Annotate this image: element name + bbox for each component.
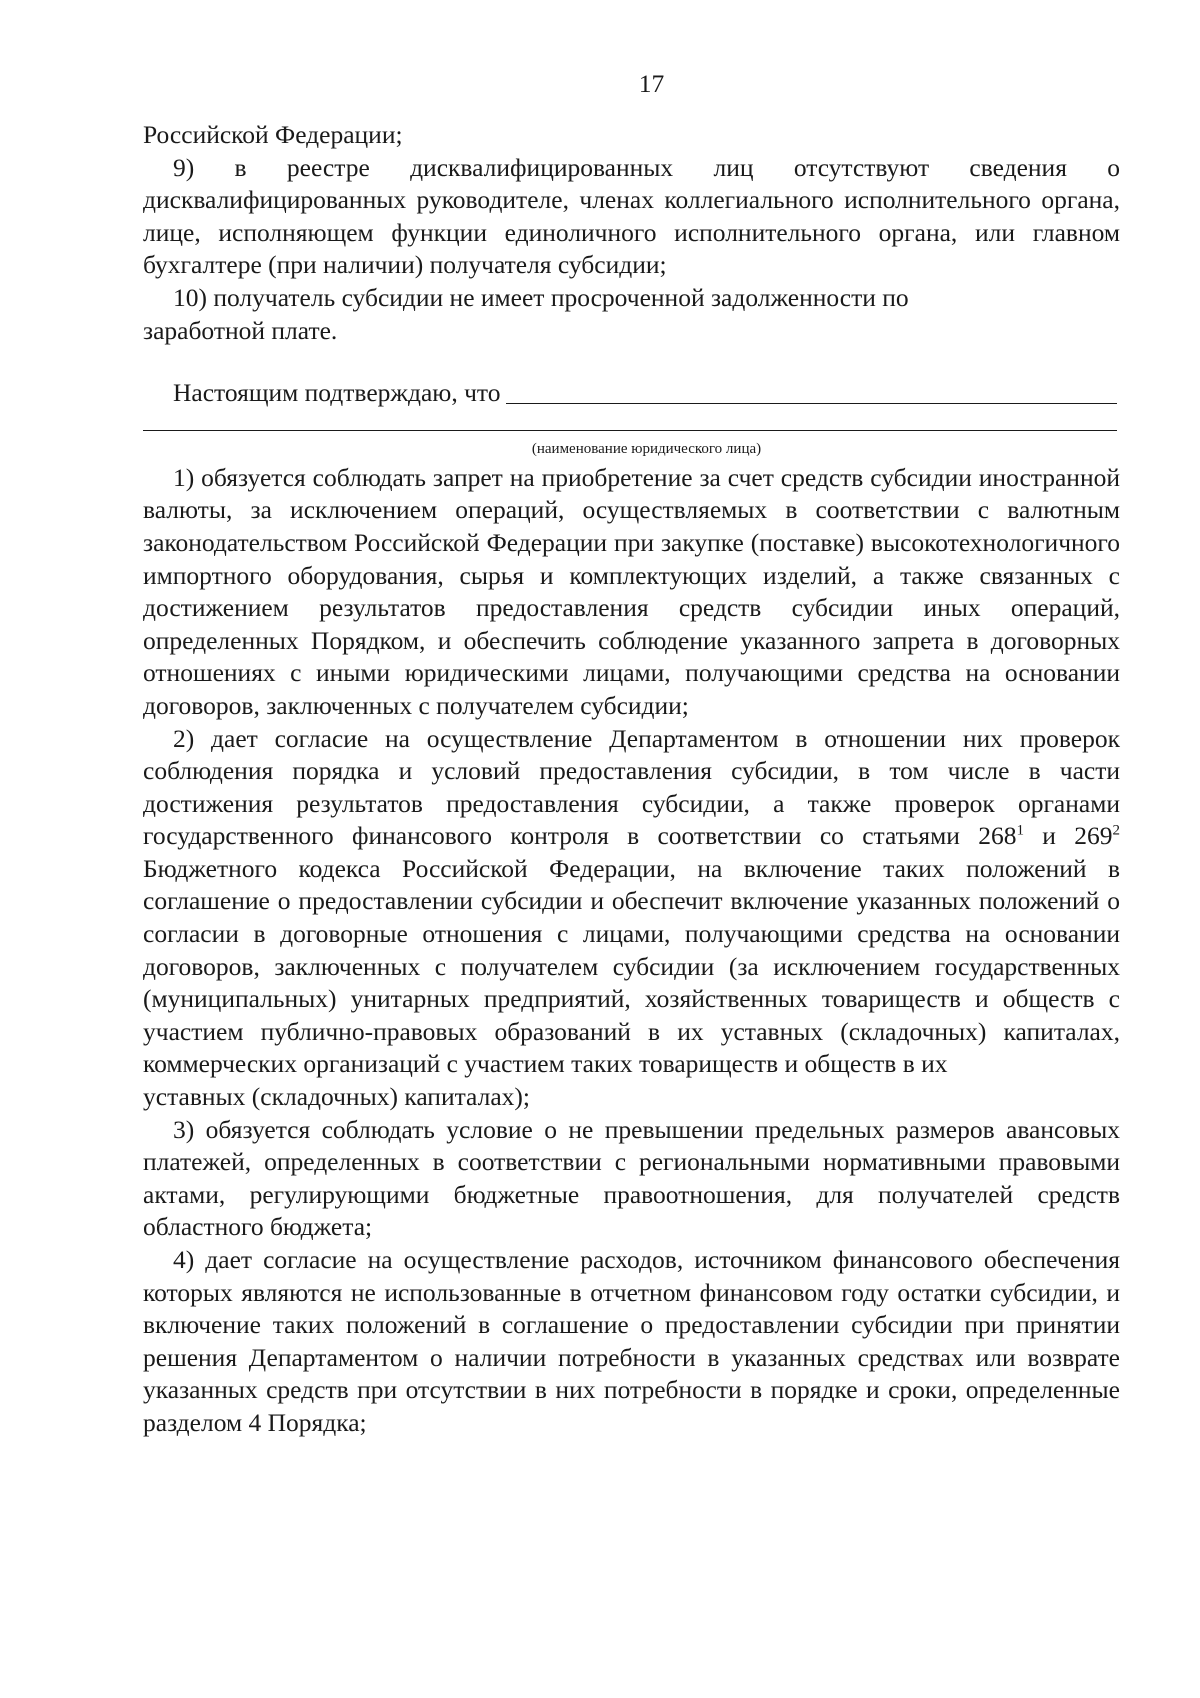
paragraph-item-9: 9) в реестре дисквалифицированных лиц отсутствуют сведения о дисквалифицированных руководителе, членах коллегиального исполнительного органа, лице, исполняющем функции единоличного исполнительного органа, или главном бухгалтере (при наличии) получателя субсидии; xyxy=(143,152,1120,280)
confirmation-row xyxy=(143,377,1120,410)
paragraph-obligation-4: 4) дает согласие на осуществление расходов, источником финансового обеспечения которых являются не использованные в отчетном финансовом году остатки субсидии, и включение таких положений в соглашение о предоставлении субсидии при принятии решения Департаментом о наличии потребности в указанных средствах или возврате указанных средств при отсутствии в них потребности в порядке и сроки, определенные разделом 4 Порядка; xyxy=(143,1245,1120,1437)
organization-name-blank-continued[interactable] xyxy=(143,410,1117,431)
paragraph-continuation: Российской Федерации; xyxy=(143,120,403,149)
organization-name-caption: (наименование юридического лица) xyxy=(531,440,762,457)
item-10-line: 10) получатель субсидии не имеет просроченной задолженности по xyxy=(173,282,909,312)
spacer xyxy=(143,347,1120,377)
confirmation-lead: Настоящим подтверждаю, что xyxy=(173,378,501,408)
paragraph-obligation-1: 1) обязуется соблюдать запрет на приобретение за счет средств субсидии иностранной валюты, за исключением операций, осуществляемых в соответствии с валютным законодательством Российской Федерации при закупке (поставке) высокотехнологичного импортного оборудования, сырья и комплектующих изделий, а также связанных с достижением результатов предоставления средств субсидии иных операций, определенных Порядком, и обеспечить соблюдение указанного запрета в договорных отношениях с иными юридическими лицами, получающими средства на основании договоров, заключенных с получателем субсидии; xyxy=(143,462,1120,720)
paragraph-obligation-3: 3) обязуется соблюдать условие о не превышении предельных размеров авансовых платежей, определенных в соответствии с региональными нормативными правовыми актами, регулирующими бюджетные правоотношения, для получателей средств областного бюджета; xyxy=(143,1114,1120,1242)
footnote-mark-2: 2 xyxy=(1112,822,1120,839)
footnote-mark-1: 1 xyxy=(1016,822,1024,839)
paragraph-obligation-2 xyxy=(143,723,1120,1082)
obligation-2-part-a: 2) дает согласие на осуществление Департаментом в отношении них проверок соблюдения порядка и условий предоставления субсидии, в том числе в части достижения результатов предоставления субсидии, а также проверок органами государственного финансового контроля в соответствии со статьями 268 xyxy=(143,723,1120,851)
obligation-2-part-b: и 269 xyxy=(1024,821,1113,851)
paragraph-item-10 xyxy=(143,282,1120,347)
item-10-rest: заработной плате. xyxy=(143,315,338,345)
obligation-2-part-c: Бюджетного кодекса Российской Федерации, на включение таких положений в соглашение о предоставлении субсидии и обеспечит включение указанных положений о согласии в договорные отношения с лицами, получающими средства на основании договоров, заключенных с получателем субсидии (за исключением государственных (муниципальных) унитарных предприятий, хозяйственных товариществ и обществ с участием публично-правовых образований в их уставных (складочных) капиталах, коммерческих организаций с участием таких товариществ и обществ в их xyxy=(143,853,1120,1079)
page-number: 17 xyxy=(638,69,665,98)
paragraph-obligation-2-tail: уставных (складочных) капиталах); xyxy=(143,1082,530,1112)
organization-name-blank[interactable] xyxy=(506,379,1117,404)
